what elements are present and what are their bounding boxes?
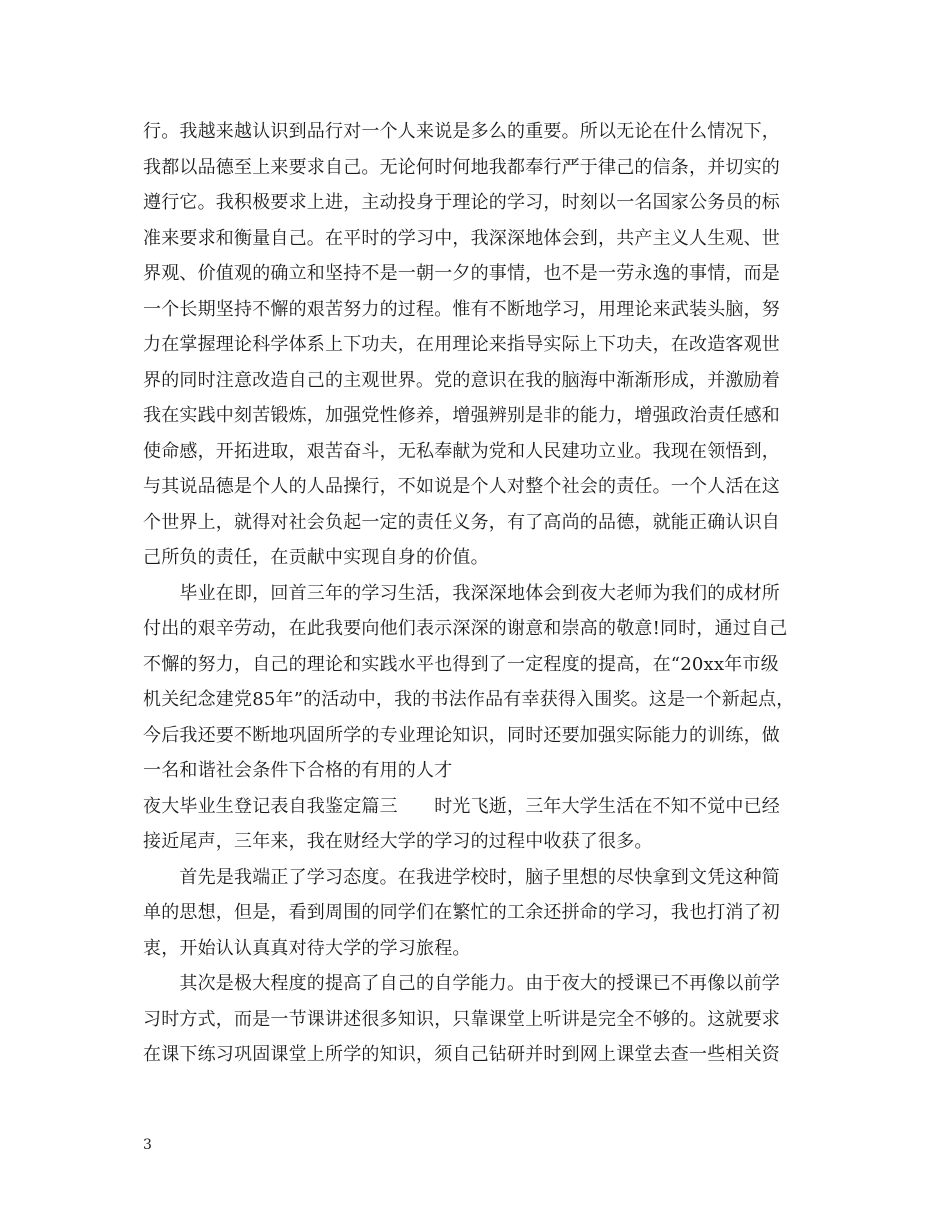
- text-line: 首先是我端正了学习态度。在我进学校时，脑子里想的尽快拿到文凭这种简: [143, 866, 780, 888]
- text-line: 遵行它。我积极要求上进，主动投身于理论的学习，时刻以一名国家公务员的标: [143, 192, 780, 213]
- text-line: 准来要求和衡量自己。在平时的学习中，我深深地体会到，共产主义人生观、世: [143, 227, 780, 249]
- text-line: 衷，开始认认真真对待大学的学习旅程。: [143, 937, 471, 959]
- text-line: 习时方式，而是一节课讲述很多知识，只靠课堂上听讲是完全不够的。这就要求: [143, 1008, 780, 1030]
- text-line: 使命感，开拓进取，艰苦奋斗，无私奉献为党和人民建功立业。我现在领悟到，: [143, 440, 780, 462]
- text-line: 界观、价值观的确立和坚持不是一朝一夕的事情，也不是一劳永逸的事情，而是: [143, 263, 780, 284]
- text-line: 其次是极大程度的提高了自己的自学能力。由于夜大的授课已不再像以前学: [143, 973, 780, 994]
- body-text: [143, 114, 823, 1073]
- text-line: 机关纪念建党85年”的活动中，我的书法作品有幸获得入围奖。这是一个新起点，: [143, 689, 795, 710]
- text-line: 个世界上，就得对社会负起一定的责任义务，有了高尚的品德，就能正确认识自: [143, 511, 780, 533]
- text-line: 在课下练习巩固课堂上所学的知识，须自己钻研并时到网上课堂去查一些相关资: [143, 1044, 780, 1065]
- text-line: 与其说品德是个人的人品操行，不如说是个人对整个社会的责任。一个人活在这: [143, 476, 780, 497]
- text-line: 我都以品德至上来要求自己。无论何时何地我都奉行严于律己的信条，并切实的: [143, 156, 780, 178]
- text-line: 一名和谐社会条件下合格的有用的人才: [143, 760, 453, 781]
- page-number: 3: [143, 1137, 152, 1153]
- text-line: 今后我还要不断地巩固所学的专业理论知识，同时还要加强实际能力的训练，做: [143, 724, 780, 746]
- section-heading-line: 夜大毕业生登记表自我鉴定篇三 时光飞逝，三年大学生活在不知不觉中已经: [143, 795, 780, 817]
- text-line: 力在掌握理论科学体系上下功夫，在用理论来指导实际上下功夫，在改造客观世: [143, 334, 780, 355]
- text-line: 一个长期坚持不懈的艰苦努力的过程。惟有不断地学习，用理论来武装头脑，努: [143, 298, 780, 320]
- text-line: 毕业在即，回首三年的学习生活，我深深地体会到夜大老师为我们的成材所: [143, 582, 780, 604]
- text-line: 接近尾声，三年来，我在财经大学的学习的过程中收获了很多。: [143, 831, 653, 852]
- text-line: 单的思想，但是，看到周围的同学们在繁忙的工余还拼命的学习，我也打消了初: [143, 902, 780, 923]
- text-line: 付出的艰辛劳动，在此我要向他们表示深深的谢意和崇高的敬意!同时，通过自己: [143, 618, 788, 639]
- text-line: 不懈的努力，自己的理论和实践水平也得到了一定程度的提高，在“20xx年市级: [143, 653, 779, 675]
- text-line: 行。我越来越认识到品行对一个人来说是多么的重要。所以无论在什么情况下，: [143, 121, 780, 142]
- text-line: 界的同时注意改造自己的主观世界。党的意识在我的脑海中渐渐形成，并激励着: [143, 369, 780, 391]
- text-line: 我在实践中刻苦锻炼，加强党性修养，增强辨别是非的能力，增强政治责任感和: [143, 405, 780, 426]
- text-line: 己所负的责任，在贡献中实现自身的价值。: [143, 547, 489, 568]
